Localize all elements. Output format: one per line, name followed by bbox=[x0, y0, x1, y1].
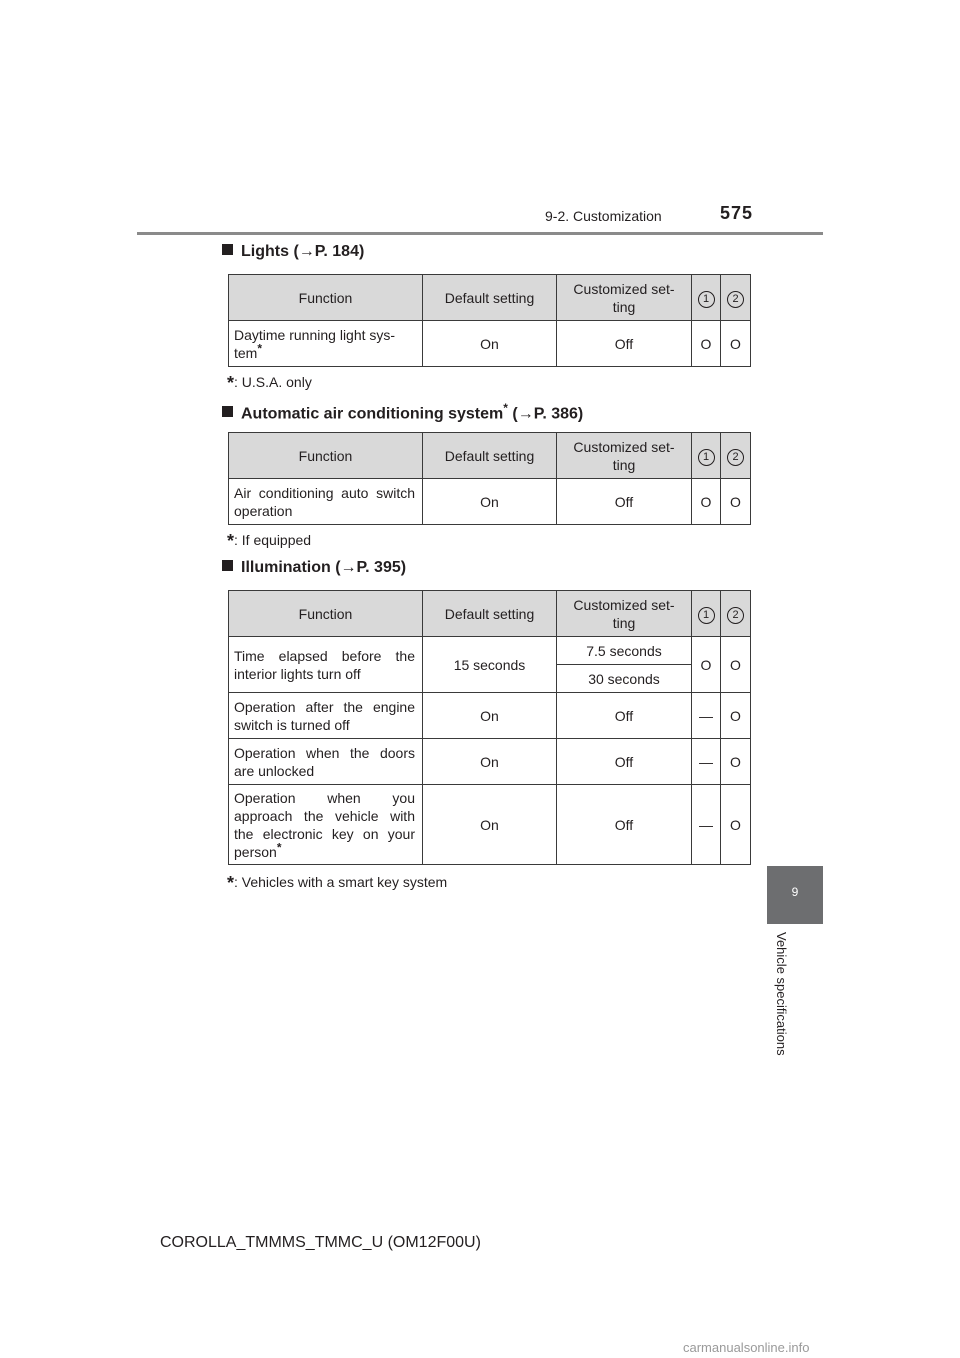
footer-document-id: COROLLA_TMMMS_TMMC_U (OM12F00U) bbox=[160, 1234, 481, 1251]
method-1-cell: O bbox=[692, 637, 721, 693]
custom-cell: Off bbox=[557, 693, 692, 739]
method-1-cell: — bbox=[692, 739, 721, 785]
page-number: 575 bbox=[720, 203, 754, 223]
circled-2-icon: 2 bbox=[727, 449, 744, 466]
function-cell: Operation when you approach the vehicle with the electronic key on your person* bbox=[229, 785, 423, 865]
method-2-cell: O bbox=[721, 785, 751, 865]
method-2-cell: O bbox=[721, 479, 751, 525]
header-customized-setting: Customized set- ting bbox=[557, 433, 692, 479]
custom-cell: 7.5 seconds bbox=[557, 637, 692, 665]
custom-cell: Off bbox=[557, 739, 692, 785]
default-cell: On bbox=[423, 739, 557, 785]
header-customized-setting: Customized set- ting bbox=[557, 591, 692, 637]
footnote-lights: *: U.S.A. only bbox=[227, 373, 312, 393]
header-function: Function bbox=[229, 433, 423, 479]
section-header: 9-2. Customization bbox=[545, 208, 662, 224]
arrow-icon: → bbox=[517, 405, 534, 423]
chapter-tab[interactable]: 9 bbox=[767, 866, 823, 924]
table-header-row bbox=[229, 433, 751, 479]
asterisk-icon: * bbox=[276, 839, 282, 854]
section-title-air-conditioning: Automatic air conditioning system* (→P. 386) bbox=[222, 401, 583, 423]
page-reference-link[interactable]: P. 386) bbox=[533, 405, 584, 423]
header-method-2 bbox=[721, 275, 751, 321]
table-row bbox=[229, 693, 751, 739]
page-reference-link[interactable]: P. 395) bbox=[356, 559, 407, 576]
custom-cell: Off bbox=[557, 785, 692, 865]
default-cell: On bbox=[423, 785, 557, 865]
table-row bbox=[229, 321, 751, 367]
custom-cell: 30 seconds bbox=[557, 665, 692, 693]
default-cell: On bbox=[423, 321, 557, 367]
header-customized-setting: Customized set- ting bbox=[557, 275, 692, 321]
header-method-1 bbox=[692, 591, 721, 637]
function-cell: Daytime running light sys- tem* bbox=[229, 321, 423, 367]
circled-2-icon: 2 bbox=[727, 291, 744, 308]
method-2-cell: O bbox=[721, 739, 751, 785]
page-reference-link[interactable]: P. 184) bbox=[314, 243, 365, 260]
method-2-cell: O bbox=[721, 321, 751, 367]
table-header-row bbox=[229, 275, 751, 321]
arrow-icon: → bbox=[340, 559, 357, 576]
default-cell: 15 seconds bbox=[423, 637, 557, 693]
method-1-cell: O bbox=[692, 321, 721, 367]
function-cell: Operation when the doors are unlocked bbox=[229, 739, 423, 785]
square-bullet-icon bbox=[222, 244, 233, 255]
asterisk-icon: * bbox=[227, 373, 235, 393]
footnote-illumination: *: Vehicles with a smart key system bbox=[227, 873, 448, 893]
illumination-settings-table bbox=[228, 590, 751, 865]
header-method-1 bbox=[692, 275, 721, 321]
chapter-label: Vehicle specifications bbox=[774, 932, 789, 1056]
header-function: Function bbox=[229, 275, 423, 321]
circled-1-icon: 1 bbox=[698, 607, 715, 624]
header-default-setting: Default setting bbox=[423, 275, 557, 321]
method-2-cell: O bbox=[721, 637, 751, 693]
asterisk-icon: * bbox=[227, 531, 235, 551]
custom-cell: Off bbox=[557, 321, 692, 367]
function-cell: Time elapsed before the interior lights turn off bbox=[229, 637, 423, 693]
method-2-cell: O bbox=[721, 693, 751, 739]
default-cell: On bbox=[423, 693, 557, 739]
asterisk-icon: * bbox=[227, 873, 235, 893]
circled-1-icon: 1 bbox=[698, 449, 715, 466]
default-cell: On bbox=[423, 479, 557, 525]
function-cell: Operation after the engine switch is turned off bbox=[229, 693, 423, 739]
asterisk-icon: * bbox=[503, 401, 508, 415]
footnote-air-conditioning: *: If equipped bbox=[227, 531, 312, 551]
arrow-icon: → bbox=[298, 243, 315, 260]
header-rule bbox=[137, 232, 823, 235]
table-row bbox=[229, 739, 751, 785]
table-header-row bbox=[229, 591, 751, 637]
header-default-setting: Default setting bbox=[423, 433, 557, 479]
circled-2-icon: 2 bbox=[727, 607, 744, 624]
section-title-lights: Lights (→P. 184) bbox=[222, 243, 364, 261]
table-row bbox=[229, 637, 751, 665]
watermark: carmanualsonline.info bbox=[683, 1340, 810, 1355]
method-1-cell: O bbox=[692, 479, 721, 525]
table-row bbox=[229, 479, 751, 525]
asterisk-icon: * bbox=[257, 340, 263, 355]
header-method-2 bbox=[721, 433, 751, 479]
custom-cell: Off bbox=[557, 479, 692, 525]
header-function: Function bbox=[229, 591, 423, 637]
header-method-2 bbox=[721, 591, 751, 637]
square-bullet-icon bbox=[222, 560, 233, 571]
header-method-1 bbox=[692, 433, 721, 479]
section-title-illumination: Illumination (→P. 395) bbox=[222, 559, 406, 577]
method-1-cell: — bbox=[692, 693, 721, 739]
function-cell: Air conditioning auto switch operation bbox=[229, 479, 423, 525]
method-1-cell: — bbox=[692, 785, 721, 865]
square-bullet-icon bbox=[222, 406, 233, 417]
table-row bbox=[229, 785, 751, 865]
circled-1-icon: 1 bbox=[698, 291, 715, 308]
air-conditioning-settings-table bbox=[228, 432, 751, 525]
header-default-setting: Default setting bbox=[423, 591, 557, 637]
lights-settings-table bbox=[228, 274, 751, 367]
